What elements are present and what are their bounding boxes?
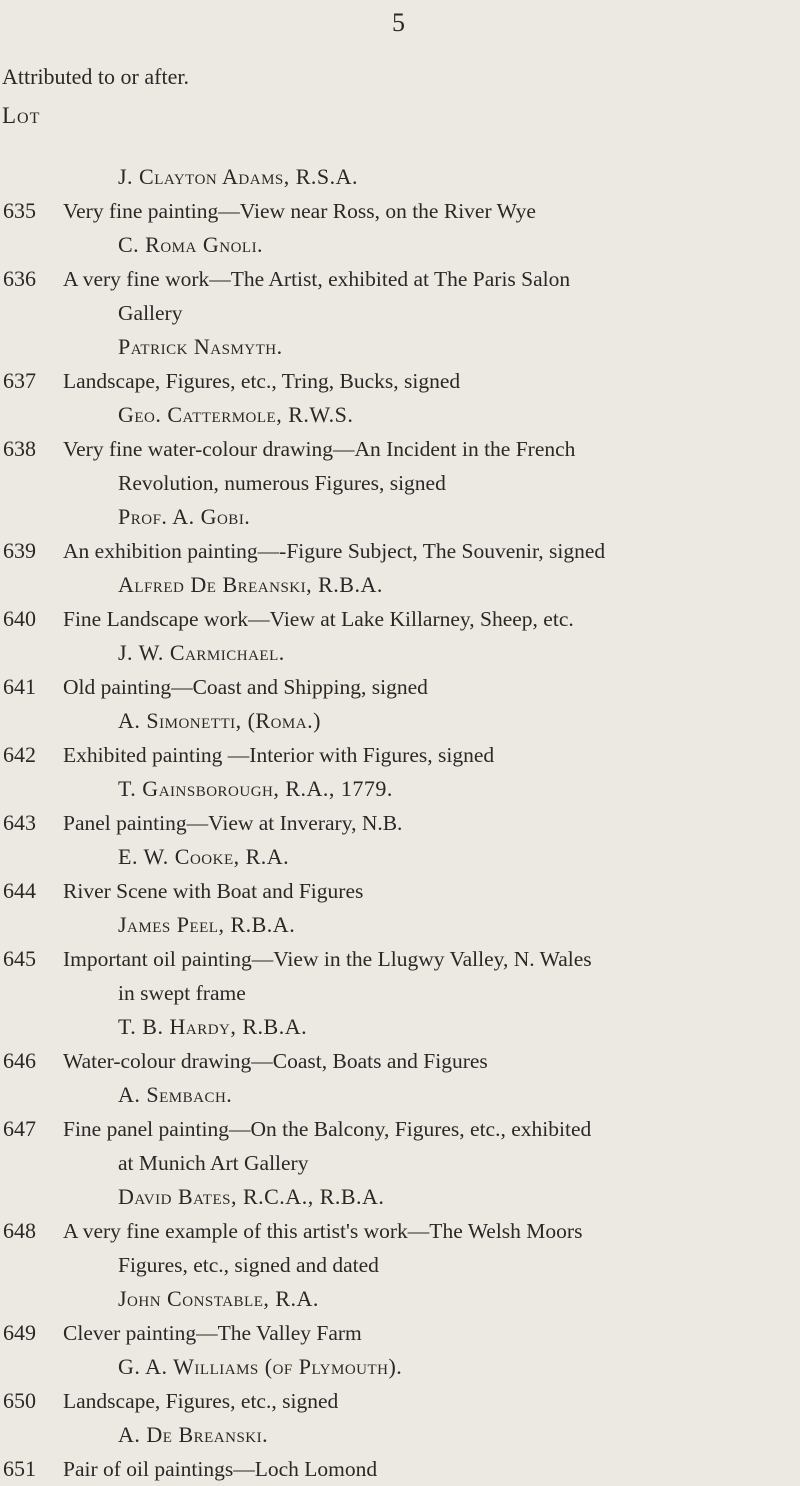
lot-number: 635 <box>3 198 36 223</box>
artist-name: J. Clayton Adams, R.S.A. <box>118 164 359 189</box>
lot-number: 637 <box>3 368 36 393</box>
artist-name: J. W. Carmichael. <box>118 640 285 665</box>
lot-description <box>63 1384 798 1418</box>
lot-row <box>0 806 800 840</box>
lot-entry <box>0 398 800 500</box>
artist-name: A. Sembach. <box>118 1082 233 1107</box>
lot-entry <box>0 1180 800 1282</box>
lot-entry <box>0 1418 800 1486</box>
description-line: Revolution, numerous Figures, signed <box>118 471 446 495</box>
lot-row <box>0 1452 800 1486</box>
artist-name: John Constable, R.A. <box>118 1286 319 1311</box>
lot-row <box>0 262 800 330</box>
lot-description <box>63 1044 798 1078</box>
lot-number: 644 <box>3 878 36 903</box>
description-line: Old painting—Coast and Shipping, signed <box>63 675 428 699</box>
lot-description <box>63 432 798 500</box>
description-line: Fine panel painting—On the Balcony, Figures, etc., exhibited <box>63 1117 592 1141</box>
artist-name: C. Roma Gnoli. <box>118 232 264 257</box>
page-number: 5 <box>392 8 405 37</box>
lot-description <box>63 1214 798 1282</box>
lot-row <box>0 432 800 500</box>
lot-number: 638 <box>3 436 36 461</box>
lot-number: 648 <box>3 1218 36 1243</box>
artist-name: Alfred De Breanski, R.B.A. <box>118 572 383 597</box>
lot-entry <box>0 636 800 704</box>
lot-entry <box>0 704 800 772</box>
description-line: Landscape, Figures, etc., Tring, Bucks, signed <box>63 369 461 393</box>
lot-number: 639 <box>3 538 36 563</box>
lot-list <box>0 160 800 1486</box>
lot-description <box>63 1316 798 1350</box>
lot-description <box>63 534 798 568</box>
lot-number: 642 <box>3 742 36 767</box>
description-line: Important oil painting—View in the Llugwy Valley, N. Wales <box>63 947 592 971</box>
lot-row <box>0 738 800 772</box>
description-line: Water-colour drawing—Coast, Boats and Figures <box>63 1049 488 1073</box>
lot-description <box>63 738 798 772</box>
description-line: at Munich Art Gallery <box>118 1151 309 1175</box>
lot-entry <box>0 772 800 840</box>
artist-name: James Peel, R.B.A. <box>118 912 296 937</box>
description-line: Very fine water-colour drawing—An Incident in the French <box>63 437 576 461</box>
lot-description <box>63 942 798 1010</box>
artist-name: T. Gainsborough, R.A., 1779. <box>118 776 393 801</box>
description-line: River Scene with Boat and Figures <box>63 879 364 903</box>
description-line: in swept frame <box>118 981 246 1005</box>
lot-number: 640 <box>3 606 36 631</box>
lot-entry <box>0 908 800 1010</box>
artist-name: Patrick Nasmyth. <box>118 334 283 359</box>
description-line: A very fine example of this artist's work—The Welsh Moors <box>63 1219 583 1243</box>
description-line: An exhibition painting—-Figure Subject, The Souvenir, signed <box>63 539 606 563</box>
description-line: Clever painting—The Valley Farm <box>63 1321 362 1345</box>
lot-description <box>63 1112 798 1180</box>
lot-row <box>0 1112 800 1180</box>
lot-description <box>63 602 798 636</box>
artist-name: A. Simonetti, (Roma.) <box>118 708 321 733</box>
lot-entry <box>0 840 800 908</box>
artist-name: David Bates, R.C.A., R.B.A. <box>118 1184 385 1209</box>
lot-number: 649 <box>3 1320 36 1345</box>
lot-number: 636 <box>3 266 36 291</box>
lot-row <box>0 1044 800 1078</box>
lot-description <box>63 874 798 908</box>
artist-name: Geo. Cattermole, R.W.S. <box>118 402 354 427</box>
lot-row <box>0 194 800 228</box>
lot-entry <box>0 568 800 636</box>
lot-number: 641 <box>3 674 36 699</box>
lot-number: 651 <box>3 1456 36 1481</box>
description-line: A very fine work—The Artist, exhibited at The Paris Salon <box>63 267 571 291</box>
lot-row <box>0 1384 800 1418</box>
attribution-header: Attributed to or after. <box>2 64 189 89</box>
lot-entry <box>0 160 800 228</box>
description-line: Figures, etc., signed and dated <box>118 1253 379 1277</box>
lot-entry <box>0 1282 800 1350</box>
lot-description <box>63 262 798 330</box>
lot-number: 647 <box>3 1116 36 1141</box>
lot-entry <box>0 1350 800 1418</box>
lot-description <box>63 194 798 228</box>
description-line: Landscape, Figures, etc., signed <box>63 1389 339 1413</box>
lot-description <box>63 670 798 704</box>
artist-name: T. B. Hardy, R.B.A. <box>118 1014 308 1039</box>
lot-number: 645 <box>3 946 36 971</box>
lot-entry <box>0 1078 800 1180</box>
lot-description <box>63 806 798 840</box>
lot-row <box>0 534 800 568</box>
lot-row <box>0 364 800 398</box>
lot-entry <box>0 228 800 330</box>
lot-row <box>0 942 800 1010</box>
description-line: Very fine painting—View near Ross, on the River Wye <box>63 199 536 223</box>
description-line: Pair of oil paintings—Loch Lomond <box>63 1457 378 1481</box>
description-line: Panel painting—View at Inverary, N.B. <box>63 811 403 835</box>
lot-row <box>0 1316 800 1350</box>
lot-entry <box>0 500 800 568</box>
lot-row <box>0 602 800 636</box>
lot-column-header: Lot <box>2 103 41 128</box>
lot-number: 646 <box>3 1048 36 1073</box>
artist-name: Prof. A. Gobi. <box>118 504 251 529</box>
lot-row <box>0 1214 800 1282</box>
lot-description <box>63 1452 798 1486</box>
lot-entry <box>0 330 800 398</box>
lot-row <box>0 874 800 908</box>
lot-number: 650 <box>3 1388 36 1413</box>
description-line: Gallery <box>118 301 183 325</box>
artist-name: E. W. Cooke, R.A. <box>118 844 290 869</box>
artist-name: A. De Breanski. <box>118 1422 269 1447</box>
lot-description <box>63 364 798 398</box>
artist-name: G. A. Williams (of Plymouth). <box>118 1354 403 1379</box>
description-line: Exhibited painting —Interior with Figures, signed <box>63 743 495 767</box>
lot-number: 643 <box>3 810 36 835</box>
lot-row <box>0 670 800 704</box>
lot-entry <box>0 1010 800 1078</box>
description-line: Fine Landscape work—View at Lake Killarney, Sheep, etc. <box>63 607 574 631</box>
